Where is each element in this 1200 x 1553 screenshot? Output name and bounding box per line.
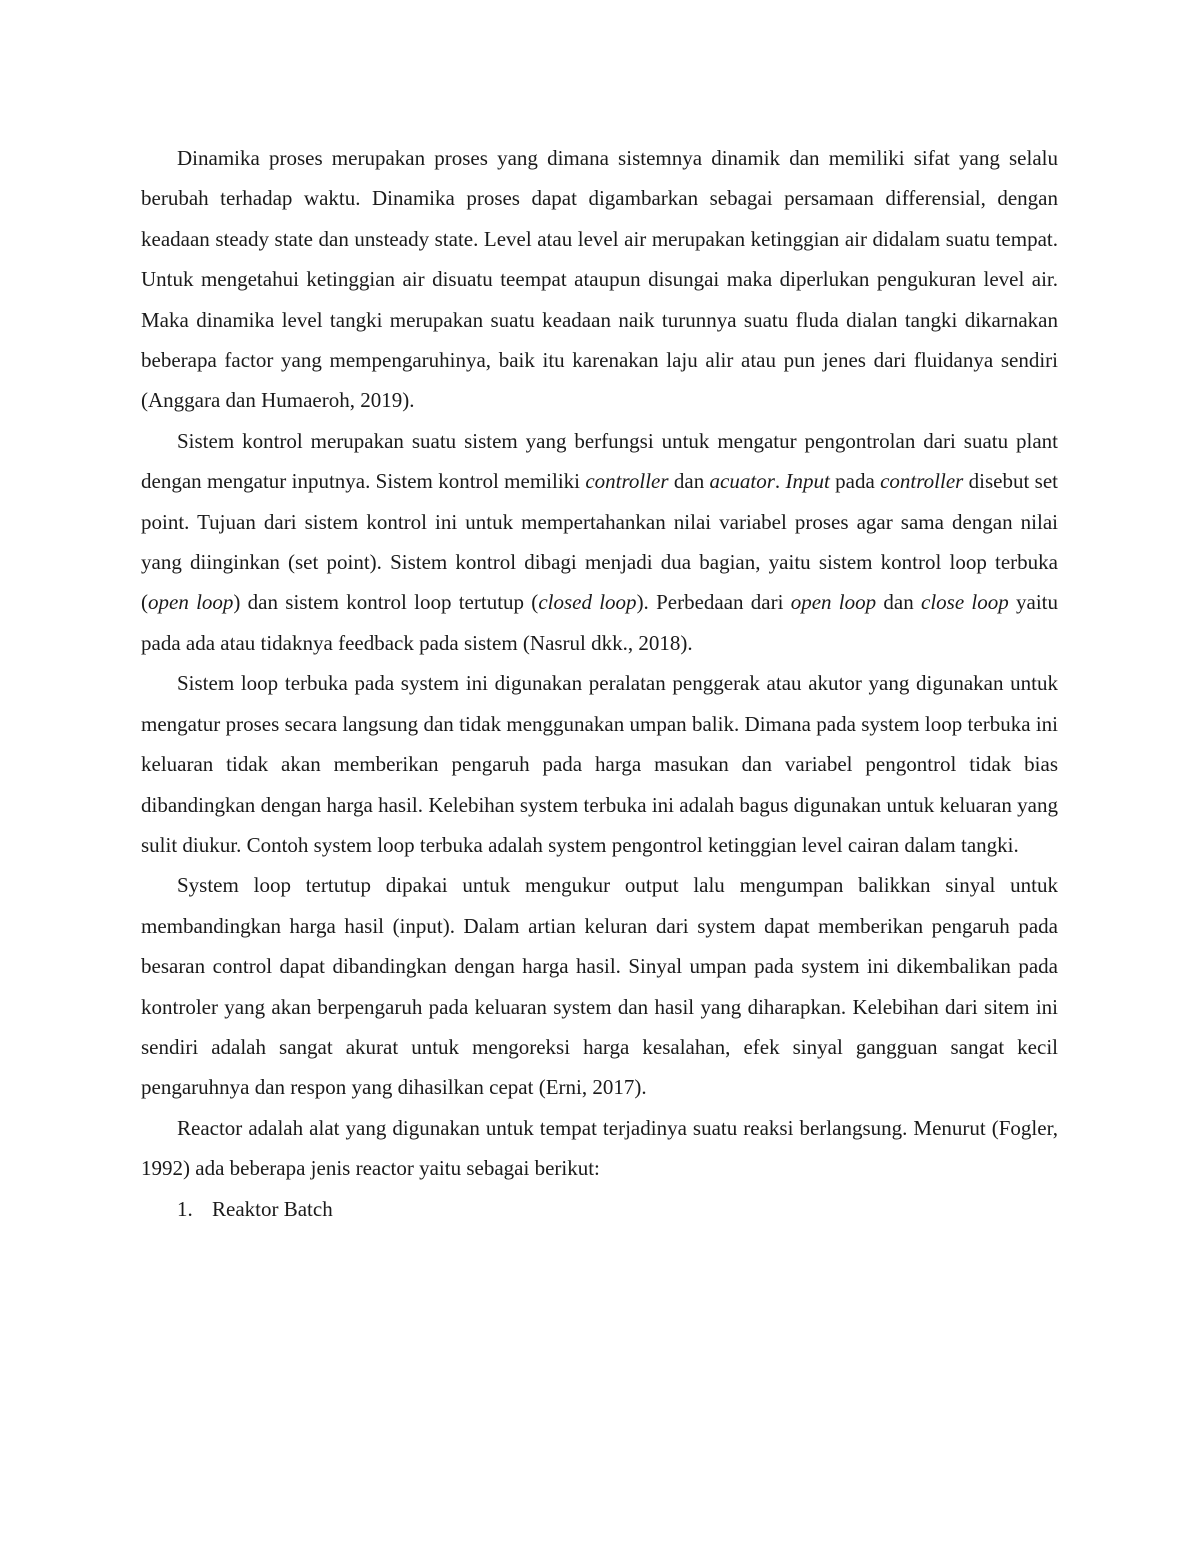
text-span: ) dan sistem kontrol loop tertutup (: [233, 590, 539, 615]
paragraph-dinamika-proses: Dinamika proses merupakan proses yang dimana sistemnya dinamik dan memiliki sifat yang selalu berubah terhadap waktu. Dinamika proses dapat digambarkan sebagai persamaan differensial, dengan keadaan steady state dan unsteady state. Level atau level air merupakan ketinggian air didalam suatu tempat. Untuk mengetahui ketinggian air disuatu teempat ataupun disungai maka diperlukan pengukuran level air. Maka dinamika level tangki merupakan suatu keadaan naik turunnya suatu fluda dialan tangki dikarnakan beberapa factor yang mempengaruhinya, baik itu karenakan laju alir atau pun jenes dari fluidanya sendiri (Anggara dan Humaeroh, 2019).: [141, 146, 1058, 413]
paragraph-reactor: Reactor adalah alat yang digunakan untuk tempat terjadinya suatu reaksi berlangsung. Menurut (Fogler, 1992) ada beberapa jenis reactor yaitu sebagai berikut:: [141, 1115, 1058, 1181]
paragraph-loop-tertutup: System loop tertutup dipakai untuk mengukur output lalu mengumpan balikkan sinyal untuk membandingkan harga hasil (input). Dalam artian keluran dari system dapat memberikan pengaruh pada besaran control dapat dibandingkan dengan harga hasil. Sinyal umpan pada system ini dikembalikan pada kontroler yang akan berpengaruh pada keluaran system dan hasil yang diharapkan. Kelebihan dari sitem ini sendiri adalah sangat akurat untuk mengoreksi harga kesalahan, efek sinyal gangguan sangat kecil pengaruhnya dan respon yang dihasilkan cepat (Erni, 2017).: [141, 873, 1058, 1100]
italic-term: controller: [880, 469, 964, 494]
document-page: [141, 138, 1058, 1229]
italic-term: controller: [585, 469, 669, 494]
text-span: .: [774, 469, 786, 494]
text-span: yaitu pada ada atau tidaknya feedback pada sistem (Nasrul dkk., 2018).: [141, 590, 1059, 655]
list-number: 1.: [177, 1196, 193, 1221]
italic-term: acuator: [709, 469, 775, 494]
text-span: dan: [668, 469, 710, 494]
italic-term: closed loop: [538, 590, 637, 615]
text-span: pada: [829, 469, 881, 494]
italic-term: open loop: [148, 590, 234, 615]
italic-term: close loop: [921, 590, 1009, 615]
text-span: ). Perbedaan dari: [636, 590, 791, 615]
text-span: dan: [876, 590, 921, 615]
list-item: [141, 1189, 1058, 1229]
italic-term: Input: [785, 469, 830, 494]
paragraph-loop-terbuka: Sistem loop terbuka pada system ini digunakan peralatan penggerak atau akutor yang digunakan untuk mengatur proses secara langsung dan tidak menggunakan umpan balik. Dimana pada system loop terbuka ini keluaran tidak akan memberikan pengaruh pada harga masukan dan variabel pengontrol tidak bias dibandingkan dengan harga hasil. Kelebihan system terbuka ini adalah bagus digunakan untuk keluaran yang sulit diukur. Contoh system loop terbuka adalah system pengontrol ketinggian level cairan dalam tangki.: [141, 671, 1058, 857]
list-item-text: Reaktor Batch: [212, 1196, 333, 1221]
paragraph-sistem-kontrol: [141, 421, 1058, 663]
text-span: Sistem kontrol merupakan suatu sistem yang berfungsi untuk mengatur pengontrolan dari suatu plant dengan mengatur inputnya. Sistem kontrol memiliki: [141, 428, 1058, 494]
text-span: disebut set point. Tujuan dari sistem kontrol ini untuk mempertahankan nilai variabel proses agar sama dengan nilai yang diinginkan (set point). Sistem kontrol dibagi menjadi dua bagian, yaitu sistem kontrol loop terbuka (: [141, 469, 1058, 615]
italic-term: open loop: [790, 590, 877, 615]
